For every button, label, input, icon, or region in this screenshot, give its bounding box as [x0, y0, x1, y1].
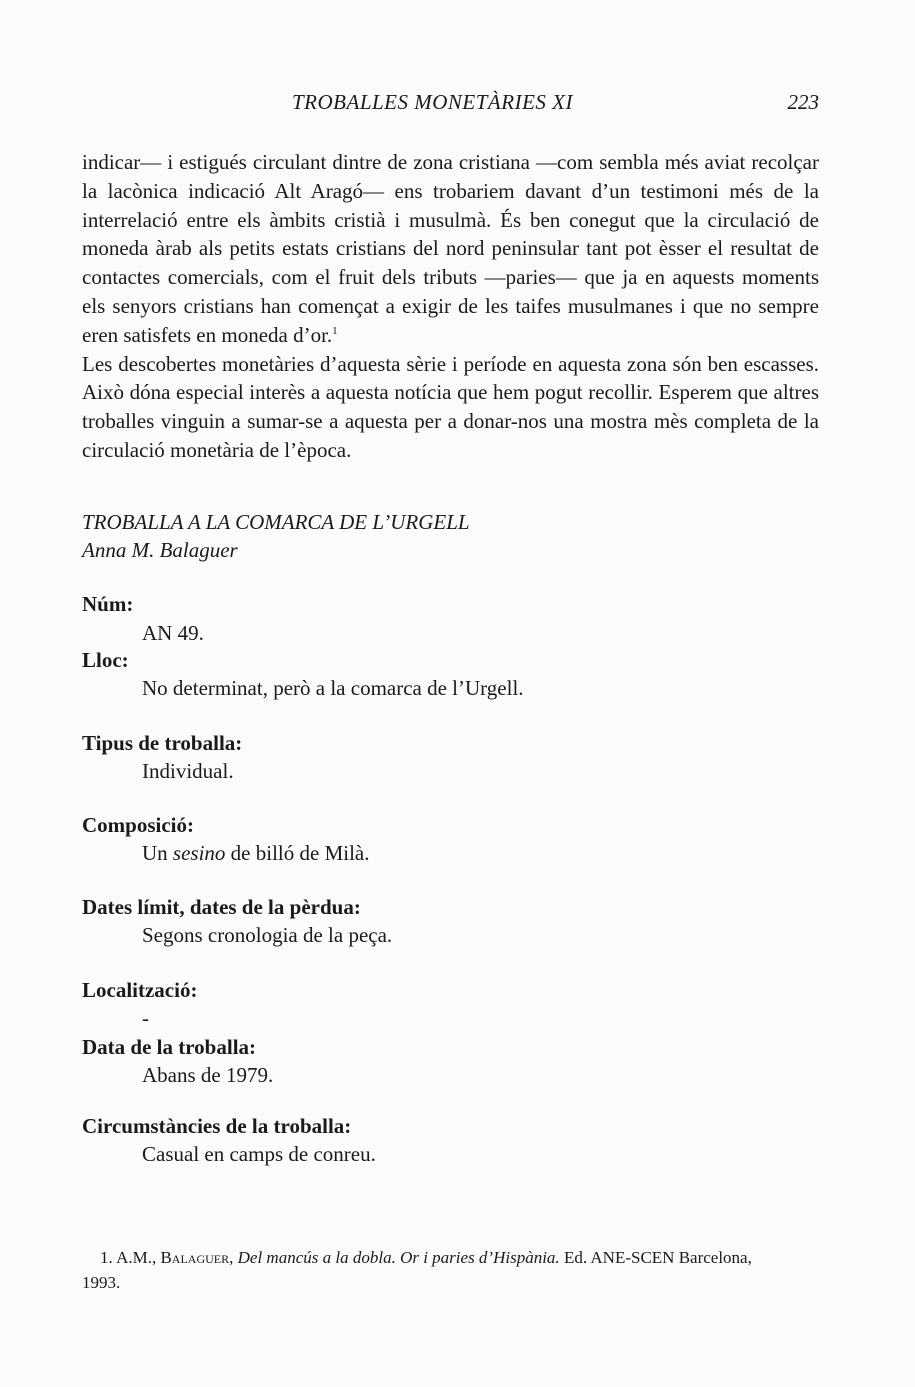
- paragraph-2: Les descobertes monetàries d’aquesta sèrie i període en aquesta zona són ben escasses. Això dóna especial interès a aquesta notícia que hem pogut recollir. Esperem que altres troballes vinguin a sumar-se a aquesta per a donar-nos una mostra mès completa de la circulació monetària de l’època.: [82, 351, 819, 462]
- footnote-author: Balaguer,: [160, 1248, 234, 1267]
- num-label: Núm:: [82, 592, 134, 616]
- footnote-number: 1.: [100, 1248, 113, 1267]
- footnote-reference: 1: [332, 324, 338, 337]
- tipus-label: Tipus de troballa:: [82, 731, 243, 755]
- footnote-publisher: Ed. ANE-SCEN Barcelona,: [563, 1248, 752, 1267]
- section-author: Anna M. Balaguer: [82, 538, 238, 562]
- composicio-value-italic: sesino: [172, 841, 226, 865]
- circumstancies-value: Casual en camps de conreu.: [142, 1142, 376, 1166]
- footnote-line-2: 1993.: [82, 1273, 121, 1292]
- composicio-value: [142, 839, 369, 867]
- composicio-value-post: de billó de Milà.: [225, 841, 370, 865]
- tipus-value: Individual.: [142, 759, 234, 783]
- lloc-label: Lloc:: [82, 648, 129, 672]
- section-title: TROBALLA A LA COMARCA DE L’URGELL: [82, 510, 470, 534]
- page-number: 223: [787, 90, 819, 114]
- footnote-title: Del mancús a la dobla. Or i paries d’Hispània.: [237, 1248, 560, 1267]
- footnote-initials: A.M.,: [116, 1248, 157, 1267]
- composicio-value-pre: Un: [142, 841, 173, 865]
- footnote: [82, 1245, 819, 1295]
- localitzacio-value: -: [142, 1006, 149, 1030]
- num-value: AN 49.: [142, 621, 204, 645]
- paragraph-1: [82, 148, 819, 350]
- running-head-title: TROBALLES MONETÀRIES XI: [292, 90, 573, 114]
- circumstancies-label: Circumstàncies de la troballa:: [82, 1114, 352, 1138]
- paragraph-1-text: indicar— i estigués circulant dintre de zona cristiana —com sembla més aviat recolçar la lacònica indicació Alt Aragó— ens trobariem davant d’un testimoni més de la interrelació entre els àmbits cristià i musulmà. És ben conegut que la circulació de moneda àrab als petits estats cristians del nord peninsular tant pot èsser el resultat de contactes comercials, com el fruit dels tributs —paries— que ja en aquests moments els senyors cristians han començat a exigir de les taifes musulmanes i que no sempre eren satisfets en moneda d’or.: [82, 150, 819, 347]
- lloc-value: No determinat, però a la comarca de l’Urgell.: [142, 676, 524, 700]
- dates-value: Segons cronologia de la peça.: [142, 923, 393, 947]
- data-troballa-value: Abans de 1979.: [142, 1063, 274, 1087]
- data-troballa-label: Data de la troballa:: [82, 1035, 257, 1059]
- composicio-label: Composició:: [82, 813, 194, 837]
- dates-label: Dates límit, dates de la pèrdua:: [82, 895, 361, 919]
- footnote-line-1: [82, 1245, 819, 1270]
- body-text: [82, 148, 819, 465]
- localitzacio-label: Localització:: [82, 978, 198, 1002]
